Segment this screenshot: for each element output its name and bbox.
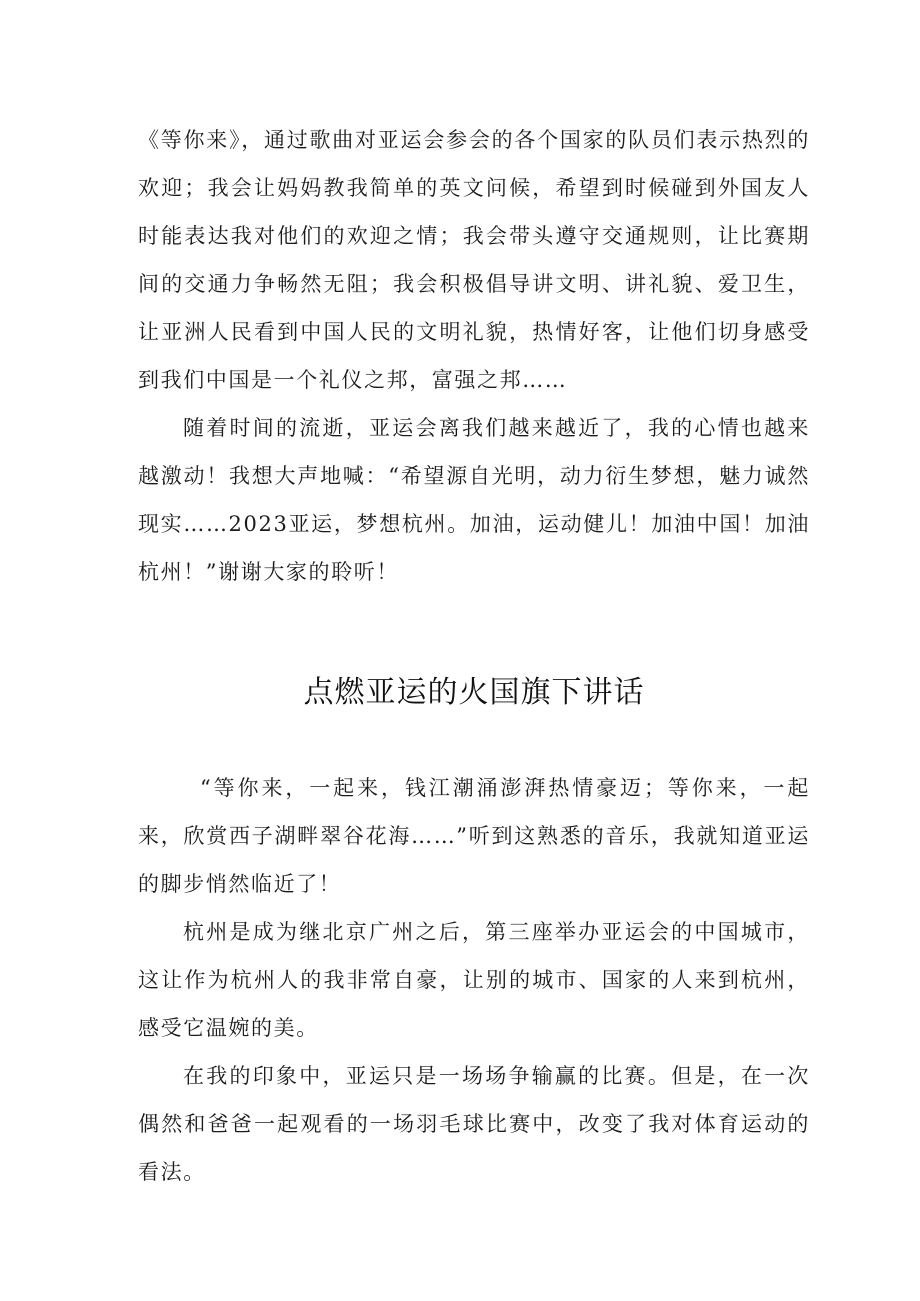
speech-paragraph-1: “等你来，一起来，钱江潮涌澎湃热情豪迈；等你来，一起来，欣赏西子湖畔翠谷花海……”听到这熟悉的音乐，我就知道亚运的脚步悄然临近了！ — [138, 776, 810, 896]
speech-paragraph-3: 在我的印象中，亚运只是一场场争输赢的比赛。但是，在一次偶然和爸爸一起观看的一场羽毛球比赛中，改变了我对体育运动的看法。 — [138, 1064, 810, 1184]
document-body — [138, 116, 810, 1196]
continuation-paragraph-1: 《等你来》，通过歌曲对亚运会参会的各个国家的队员们表示热烈的欢迎；我会让妈妈教我简单的英文问候，希望到时候碰到外国友人时能表达我对他们的欢迎之情；我会带头遵守交通规则，让比赛期间的交通力争畅然无阻；我会积极倡导讲文明、讲礼貌、爱卫生，让亚洲人民看到中国人民的文明礼貌，热情好客，让他们切身感受到我们中国是一个礼仪之邦，富强之邦…… — [138, 128, 810, 392]
speech-paragraph-2: 杭州是成为继北京广州之后，第三座举办亚运会的中国城市，这让作为杭州人的我非常自豪，让别的城市、国家的人来到杭州，感受它温婉的美。 — [138, 920, 810, 1040]
speech-title: 点燃亚运的火国旗下讲话 — [303, 675, 645, 710]
continuation-paragraph-2: 随着时间的流逝，亚运会离我们越来越近了，我的心情也越来越激动！我想大声地喊：“希望源自光明，动力衍生梦想，魅力诚然现实……2023亚运，梦想杭州。加油，运动健儿！加油中国！加油杭州！”谢谢大家的聆听！ — [138, 416, 810, 584]
